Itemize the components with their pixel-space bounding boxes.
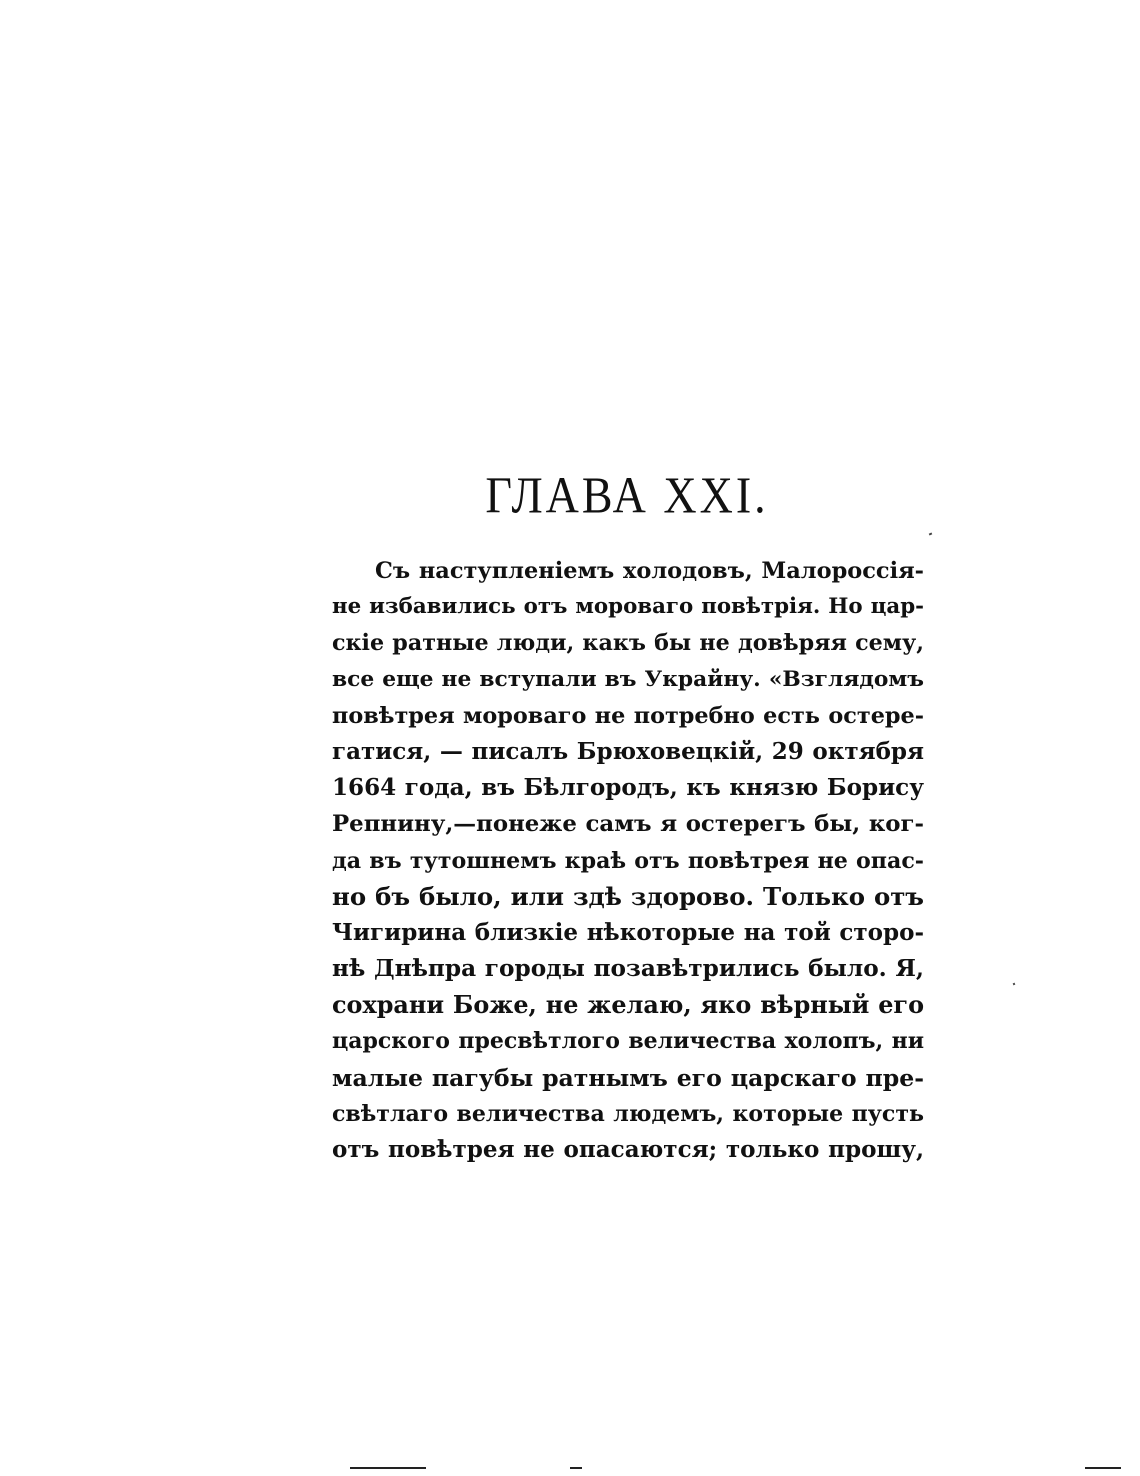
text-line-13: сохрани Боже, не желаю, яко вѣрный его	[332, 991, 924, 1020]
scan-speck	[1013, 983, 1016, 986]
chapter-title: ГЛАВА XXI.	[485, 466, 769, 524]
chapter-body-text	[332, 553, 924, 1168]
text-line-14: царского пресвѣтлого величества холопъ, ни	[332, 1028, 924, 1055]
text-line-7: 1664 года, въ Бѣлгородъ, къ князю Борису	[332, 774, 924, 802]
text-line-5: повѣтрея мороваго не потребно есть остере-	[332, 702, 924, 729]
text-line-17: отъ повѣтрея не опасаются; только прошу,	[332, 1136, 924, 1163]
text-line-4: все еще не вступали въ Украйну. «Взглядомъ	[332, 666, 924, 692]
text-line-10: но бъ было, или здѣ здорово. Только отъ	[332, 881, 924, 911]
text-line-3: скіе ратные люди, какъ бы не довѣряя сему,	[332, 630, 924, 657]
text-line-6: гатися, — писалъ Брюховецкій, 29 октября	[332, 737, 924, 765]
text-line-1: Съ наступленіемъ холодовъ, Малороссія-	[375, 558, 924, 584]
text-line-2: не избавились отъ мороваго повѣтрія. Но цар-	[332, 594, 924, 620]
scan-edge-mark	[1085, 1467, 1121, 1469]
scan-speck	[929, 532, 933, 535]
scan-edge-mark	[570, 1467, 582, 1469]
text-line-16: свѣтлаго величества людемъ, которые пусть	[332, 1100, 924, 1127]
text-line-11: Чигирина близкіе нѣкоторые на той сторо-	[332, 918, 924, 946]
text-line-12: нѣ Днѣпра городы позавѣтрились было. Я,	[332, 955, 924, 983]
text-line-8: Репнину,—понеже самъ я остерегъ бы, ког-	[332, 811, 924, 838]
text-line-15: малые пагубы ратнымъ его царскаго пре-	[332, 1063, 924, 1092]
text-line-9: да въ тутошнемъ краѣ отъ повѣтрея не опас-	[332, 847, 924, 874]
scan-edge-mark	[350, 1467, 426, 1469]
